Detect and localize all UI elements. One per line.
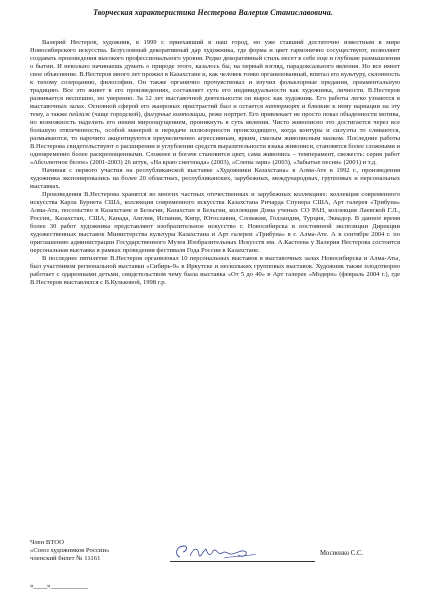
document-title: Творческая характеристика Нестерова Валерия Станиславовича. xyxy=(93,8,333,17)
body-paragraph xyxy=(30,39,400,167)
union-name: «Союз художников России» xyxy=(30,547,110,554)
signature-line xyxy=(170,561,315,562)
italic-genre-term: пейзаж xyxy=(68,111,91,118)
membership-card-number: членский билет № 11161 xyxy=(30,555,101,562)
paragraph-text: (чаще городской), xyxy=(90,111,144,118)
body-paragraph xyxy=(30,167,400,191)
italic-genre-term: фигурные композиции, xyxy=(144,111,207,118)
body-paragraph xyxy=(30,191,400,255)
body-paragraph xyxy=(30,255,400,287)
paragraph-text: реже портрет. Его привлекает не просто показ обыденности мотива, но возможность наделить его неким мироощущением, проникнуть в суть явления. Чисто живописно это достигается через все большую отвлеченность, особой манерой в передаче иллюзорности происходящего, когда контуры и силуэты то сливаются, размываются, то нарочито акцентируются преувеличенно агрессивным, ярким, смелым живописным мазком. Последние работы В.Нестерова свидетельствуют о расширении и углублении средств выразительности языка живописи, становятся более сложными и одновременно более раскрепощенными. Сложнее и богаче становится цвет, сама живопись – темперамент, свежесть: серия работ «Абсолютное белое» (2001-2003) 26 штук, «На краю снегопада» (2003), «Слепы зари» (2003), «Забытые песни» (2001) и т.д. xyxy=(30,111,400,166)
paragraph-text: Валерий Нестеров, художник, в 1999 г. приехавший в наш город, но уже ставший достаточно известным в мире Новосибирского искусства. Безусловный декоративный дар художника, где форма и цвет гармонично сосуществуют, позволяют создавать произведения высокого профессионального уровня. Редко декоративный стиль несет в себе еще и глубокие размышления о бытии. И невольно начинаешь думать о природе этого, казалось бы, на первый взгляд, парадоксального явления. Но все имеет свое объяснение. В.Нестеров много лет прожил в Казахстане и, как человек тонко организованный, впитал его культуру, склонность к тихому созерцанию, философии. Он также органично прочувствовал и изучил фольклорные предания, орнаментальную традицию. Все это живет в его произведениях, составляет суть его индивидуальности как художника, личности. В.Нестеров развивается неспешно, но уверенно. За 12 лет выставочной деятельности он вырос как художник. Его работы легко узнаются в выставочных залах. Основной сферой его жанровых пристрастий был и остается xyxy=(30,39,400,110)
member-title: Член ВТОО xyxy=(30,539,64,546)
date-line: «____»___________ xyxy=(30,583,88,590)
italic-genre-term: натюрморт xyxy=(265,103,300,110)
signer-name: Мосиенко С.С. xyxy=(320,550,364,557)
document-body xyxy=(30,39,400,287)
paragraph-text: В последнее пятилетие В.Нестеров организовал 10 персональных выставок в выставочных залах Новосибирска и Алма-Аты, был участником региональной выставки «Сибирь-9» в Иркутске и нескольких групповых выставок. Художник также плодотворно работает с одаренными детьми, свидетельством чему была выставка «От 5 до 40» в Арт галерее «Модерн» (февраль 2004 г.), где В.Нестеров выставлялся с В.Кульковой, 1998 г.р. xyxy=(30,255,400,286)
paragraph-text: Начиная с первого участия на республиканской выставке «Художники Казахстана» в Алма-Ате в 1992 г., произведения художника экспонировались на более 20 областных, республиканских, зарубежных, международных, групповых и персональных выставках. xyxy=(30,167,400,190)
paragraph-text: и близкие к нему вариации на эту тему, а также xyxy=(30,103,400,118)
handwritten-signature xyxy=(172,543,267,563)
paragraph-text: Произведения В.Нестерова хранятся во многих частных отечественных и зарубежных коллекциях: коллекция современного искусства Карла Бурнета США, коллекция современного искусства Казахстана Ричарда Спунера США, Арт галерея «Трибуна» Алма-Ата, посольство в Казахстане и Бельгии, Казахстан в Бельгии, коллекция Дома ученых СО РАН, коллекция Лаевской Г.Л., Россия,. Казахстан,. США, Канада, Англия, Испания, Кипр, Югославия, Словакия, Голландия, Турция, Эквадор. В данное время более 30 работ художника представляют изобразительное искусство г. Новосибирска в постоянной экспозиции Дирекции художественных выставок Министерства культуры Казахстана и Арт галереи «Трибуна» в г. Алма-Ате. А в сентябре 2004 г. по приглашению администрации Государственного Музея Изобразительных Искусств им. А.Кастеева у Валерия Нестерова состоится персональная выставка в рамках проведения фестиваля Года России в Казахстане. xyxy=(30,191,400,254)
